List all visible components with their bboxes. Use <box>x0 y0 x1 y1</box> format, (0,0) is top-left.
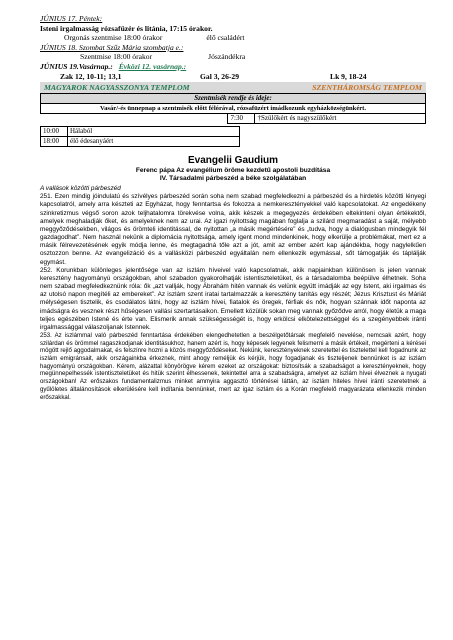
rosary-note: Vasár/-és ünnepnap a szentmisék előtt félórával, rózsafüzért imádkozunk egyházközségünkért. <box>41 104 426 114</box>
mass-order-left-empty <box>41 114 228 124</box>
friday-mass-row <box>40 33 426 43</box>
schedule-text: Hálaból <box>68 127 240 137</box>
bulletin-page <box>40 14 426 401</box>
article-subtitle-1: Ferenc pápa Az evangélium öröme kezdetű apostoli buzdítása <box>135 167 331 175</box>
schedule-row <box>41 127 240 137</box>
article-section-heading: A vallások közötti párbeszéd <box>40 185 121 193</box>
readings-row <box>40 72 426 82</box>
saturday-heading: JÚNIUS 18. Szombat Szűz Mária szombatja e.: <box>40 42 184 52</box>
mass-order-heading: Szentmisék rendje és ideje: <box>41 94 426 104</box>
friday-title: Isteni irgalmasság rózsafüzér és litánia, 17:15 órakor. <box>40 23 213 33</box>
church-header <box>40 82 426 93</box>
saturday-mass-note: Jószándékra <box>208 52 246 62</box>
article-title: Evangelii Gaudium <box>187 155 279 167</box>
schedule-table <box>40 126 240 147</box>
reading-first: Zak 12, 10-11; 13,1 <box>60 71 122 81</box>
sunday-heading <box>40 62 426 72</box>
paragraph-251: 251. Ezen mindig jóindulatú és szívélyes párbeszéd során soha nem szabad megfeledkezni a párbeszéd és a hirdetés közötti lényegi kapcsolatról, amely arra készteti az Egyházat, hogy fenntartsa és fokozza a nemkeresztényekkel való kapcsolatokat. Az engedékeny szinkretizmus végső soron azok teljhatalomra törekvése volna, akik készek a megegyezés érdekében eltekinteni olyan értékektől, amelyek meghaladják őket, és amelyeknek nem az urai. Az igazi nyitottság magában foglalja a szilárd megmaradást a saját, mélyebb meggyőződésekben, világos és örömteli identitással, de nyitottan „a másik megértésére” és „tudva, hogy a dialógusban mindegyik fél gazdagodhat”. Nem használ nekünk a diplomácia nyitottsága, amely igent mond mindenkinek, hogy elkerülje a problémákat, mert ez a másik félrevezetésének egyik módja lenne, és megtagadná tőle azt a jót, amit az ember azért kap ajándékba, hogy nagylelkűen osztozzon benne. Az evangelizáció és a vallásközi párbeszéd egyáltalán nem ellenkezik egymással, sőt támogatják és táplálják egymást. <box>40 193 426 266</box>
schedule-time: 18:00 <box>41 137 68 147</box>
paragraph-252: 252. Korunkban különleges jelentősége van az iszlám híveivel való kapcsolatnak, akik napjainkban különösen is jelen vannak keresztény hagyományú országokban, ahol szabadon gyakorolhatják istentiszteletüket, és a társadalomba beépülve élhetnek. Soha nem szabad megfeledkeznünk róla: ők „azt vallják, hogy Ábrahám hitén vannak és velünk együtt imádják az egy Istent, aki irgalmas és az utolsó napon megítéli az embereket”. Az iszlám szent iratai tartalmazzák a keresztény tanítás egy részét; Jézus Krisztust és Máriát mélységesen tisztelik, és csodálatos látni, hogy az iszlám hívei, fiatalok és öregek, férfiak és nők, hogyan szánnak időt naponta az imádságra és vesznek részt hűségesen vallási szertartásaikon. Emellett közülük sokan meg vannak győződve arról, hogy életük a maga teljes egészében Istené és érte van. Elismerik annak szükségességét is, hogy erkölcsi elkötelezettséggel és a szegényebbek iránti irgalmassággal válaszoljanak Istennek. <box>40 266 426 331</box>
schedule-time: 10:00 <box>41 127 68 137</box>
sunday-heading-date: JÚNIUS 19.Vasárnap.: <box>40 61 113 71</box>
friday-mass: Orgonás szentmise 18:00 órakor <box>64 33 163 43</box>
article-subtitle-2: IV. Társadalmi párbeszéd a béke szolgálatában <box>159 175 307 183</box>
friday-heading: JÚNIUS 17. Péntek: <box>40 14 103 23</box>
reading-gospel: Lk 9, 18-24 <box>330 71 367 81</box>
schedule-row <box>41 137 240 147</box>
right-mass-intention: †Szülőkért és nagyszülőkért <box>254 114 426 124</box>
saturday-mass: Szentmise 18:00 órakor <box>80 52 153 62</box>
schedule-text: élő édesanyáért <box>68 137 240 147</box>
friday-mass-note: élő családért <box>206 33 245 43</box>
right-mass-time: 7:30 <box>227 114 254 124</box>
sunday-heading-feast: Évközi 12. vasárnap.: <box>118 61 187 71</box>
mass-order-table <box>40 93 426 124</box>
paragraph-253: 253. Az iszlámmal való párbeszéd fenntartása érdekében elengedhetetlen a beszélgetőtársak megfelelő nevelése, nemcsak azért, hogy szilárdan és örömmel ragaszkodjanak identitásukhoz, hanem azért is, hogy képesek legyenek felismerni a másik értékeit, megérteni a kérései mögött rejlő aggodalmakat, és felszínre hozni a közös meggyőződéseket. Nekünk, keresztényeknek szeretettel és tisztelettel kell fogadnunk az iszlám emigránsait, akik országainkba érkeznek, mint ahogy reméljük és kérjük, hogy fogadjanak és tiszteljenek bennünket is az iszlám hagyományú országokban. Kérem, alázattal könyörögve kérem ezeket az országokat: biztosítsák a szabadságot a keresztényeknek, hogy megünnepelhessék istentiszteletüket és hitük szerint élhessenek, tekintettel arra a szabadságra, amelyet az iszlám hívei élveznek a nyugati országokban! Az erőszakos fundamentalizmus minket ammyira aggasztó történései láttán, az iszlám hiteles hívei iránti szeretetnek a gyűlöletes általánosítások elkerülésére kell indítania bennünket, mert az igaz iszlám és a Korán megfelelő magyarázata ellenkezik minden erőszakkal. <box>40 331 426 401</box>
church-left: MAGYAROK NAGYASSZONYA TEMPLOM <box>40 82 233 93</box>
church-right: SZENTHÁROMSÁG TEMPLOM <box>233 82 426 93</box>
reading-second: Gal 3, 26-29 <box>200 71 240 81</box>
saturday-mass-row <box>40 52 426 62</box>
